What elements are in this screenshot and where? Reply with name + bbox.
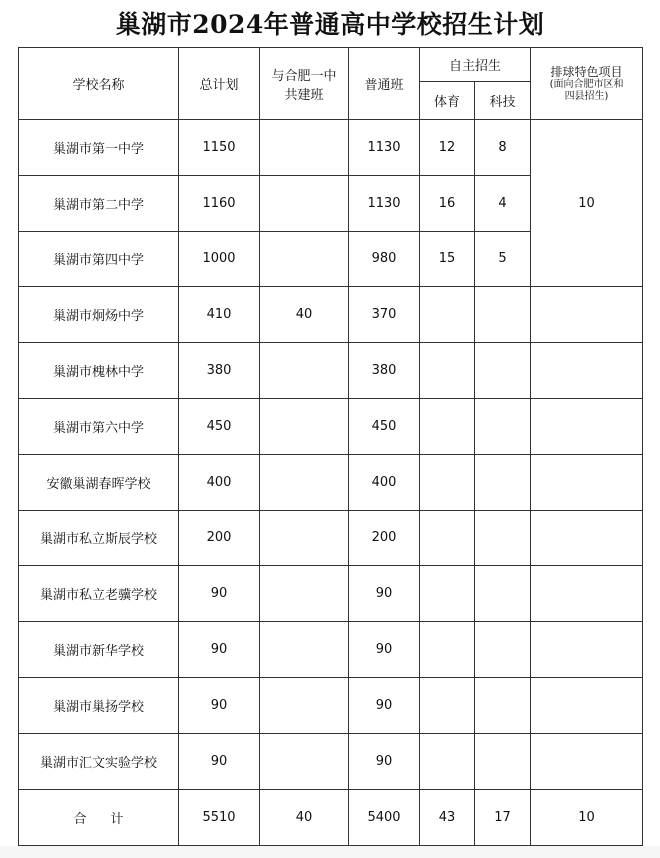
cell-volleyball-empty	[531, 622, 643, 678]
totals-total: 5510	[179, 789, 260, 845]
cell-joint	[260, 343, 349, 399]
cell-total: 200	[179, 510, 260, 566]
cell-total: 1150	[179, 120, 260, 176]
cell-school: 巢湖市第四中学	[19, 231, 179, 287]
header-joint-class	[260, 48, 349, 120]
cell-school: 巢湖市第一中学	[19, 120, 179, 176]
header-autonomous: 自主招生	[420, 48, 531, 82]
totals-volleyball: 10	[531, 789, 643, 845]
cell-school: 巢湖市新华学校	[19, 622, 179, 678]
table-row	[19, 510, 643, 566]
cell-joint: 40	[260, 287, 349, 343]
cell-total: 90	[179, 733, 260, 789]
cell-regular: 1130	[349, 175, 420, 231]
cell-tech	[475, 622, 531, 678]
cell-tech	[475, 454, 531, 510]
cell-sports	[420, 677, 475, 733]
header-volleyball-line1: 排球特色项目	[550, 64, 623, 79]
cell-volleyball-empty	[531, 398, 643, 454]
cell-total: 400	[179, 454, 260, 510]
enrollment-plan-table	[18, 47, 643, 846]
table-row	[19, 733, 643, 789]
cell-regular: 380	[349, 343, 420, 399]
cell-joint	[260, 622, 349, 678]
cell-school: 巢湖市槐林中学	[19, 343, 179, 399]
header-volleyball-line3: 四县招生)	[564, 90, 609, 102]
cell-school: 巢湖市第二中学	[19, 175, 179, 231]
cell-total: 90	[179, 622, 260, 678]
cell-joint	[260, 733, 349, 789]
cell-school: 巢湖市第六中学	[19, 398, 179, 454]
cell-tech: 8	[475, 120, 531, 176]
cell-regular: 200	[349, 510, 420, 566]
cell-regular: 370	[349, 287, 420, 343]
cell-sports	[420, 510, 475, 566]
totals-tech: 17	[475, 789, 531, 845]
header-volleyball	[531, 48, 643, 120]
page-title: 巢湖市2024年普通高中学校招生计划	[115, 10, 545, 39]
cell-regular: 980	[349, 231, 420, 287]
cell-sports	[420, 398, 475, 454]
bottom-margin	[0, 846, 660, 858]
cell-school: 巢湖市炯炀中学	[19, 287, 179, 343]
cell-tech	[475, 566, 531, 622]
header-joint-line1: 与合肥一中	[271, 68, 337, 84]
cell-total: 90	[179, 677, 260, 733]
header-school: 学校名称	[19, 48, 179, 120]
cell-volleyball-empty	[531, 454, 643, 510]
cell-joint	[260, 510, 349, 566]
cell-volleyball-empty	[531, 733, 643, 789]
totals-sports: 43	[420, 789, 475, 845]
table-row	[19, 622, 643, 678]
cell-tech	[475, 510, 531, 566]
header-regular: 普通班	[349, 48, 420, 120]
cell-total: 90	[179, 566, 260, 622]
cell-regular: 90	[349, 677, 420, 733]
table-row	[19, 398, 643, 454]
cell-school: 巢湖市汇文实验学校	[19, 733, 179, 789]
cell-tech: 4	[475, 175, 531, 231]
totals-label: 合计	[19, 789, 179, 845]
table-row	[19, 343, 643, 399]
cell-total: 450	[179, 398, 260, 454]
header-row	[19, 48, 643, 82]
cell-volleyball-empty	[531, 287, 643, 343]
cell-sports: 12	[420, 120, 475, 176]
cell-volleyball-empty	[531, 566, 643, 622]
cell-total: 1000	[179, 231, 260, 287]
table-row	[19, 677, 643, 733]
cell-joint	[260, 677, 349, 733]
cell-joint	[260, 175, 349, 231]
cell-regular: 1130	[349, 120, 420, 176]
cell-tech	[475, 287, 531, 343]
cell-joint	[260, 120, 349, 176]
cell-sports: 16	[420, 175, 475, 231]
cell-joint	[260, 454, 349, 510]
cell-joint	[260, 231, 349, 287]
cell-regular: 90	[349, 622, 420, 678]
cell-tech	[475, 677, 531, 733]
cell-joint	[260, 566, 349, 622]
cell-tech	[475, 398, 531, 454]
cell-regular: 90	[349, 733, 420, 789]
cell-school: 巢湖市巢扬学校	[19, 677, 179, 733]
cell-regular: 400	[349, 454, 420, 510]
cell-sports	[420, 566, 475, 622]
cell-tech	[475, 343, 531, 399]
totals-regular: 5400	[349, 789, 420, 845]
totals-row	[19, 789, 643, 845]
cell-sports: 15	[420, 231, 475, 287]
cell-school: 巢湖市私立斯辰学校	[19, 510, 179, 566]
cell-tech	[475, 733, 531, 789]
header-sports: 体育	[420, 82, 475, 120]
table-row	[19, 120, 643, 176]
cell-joint	[260, 398, 349, 454]
cell-sports	[420, 454, 475, 510]
header-joint-line2: 共建班	[284, 87, 324, 103]
table-row	[19, 566, 643, 622]
cell-total: 380	[179, 343, 260, 399]
cell-volleyball-empty	[531, 677, 643, 733]
cell-regular: 90	[349, 566, 420, 622]
header-total: 总计划	[179, 48, 260, 120]
cell-total: 1160	[179, 175, 260, 231]
cell-sports	[420, 287, 475, 343]
cell-total: 410	[179, 287, 260, 343]
cell-tech: 5	[475, 231, 531, 287]
cell-volleyball: 10	[531, 120, 643, 287]
cell-sports	[420, 343, 475, 399]
header-tech: 科技	[475, 82, 531, 120]
cell-school: 安徽巢湖春晖学校	[19, 454, 179, 510]
table-row	[19, 287, 643, 343]
totals-joint: 40	[260, 789, 349, 845]
table-row	[19, 454, 643, 510]
cell-school: 巢湖市私立老骥学校	[19, 566, 179, 622]
header-volleyball-line2: (面向合肥市区和	[549, 78, 624, 90]
cell-volleyball-empty	[531, 343, 643, 399]
cell-sports	[420, 622, 475, 678]
cell-volleyball-empty	[531, 510, 643, 566]
cell-sports	[420, 733, 475, 789]
cell-regular: 450	[349, 398, 420, 454]
